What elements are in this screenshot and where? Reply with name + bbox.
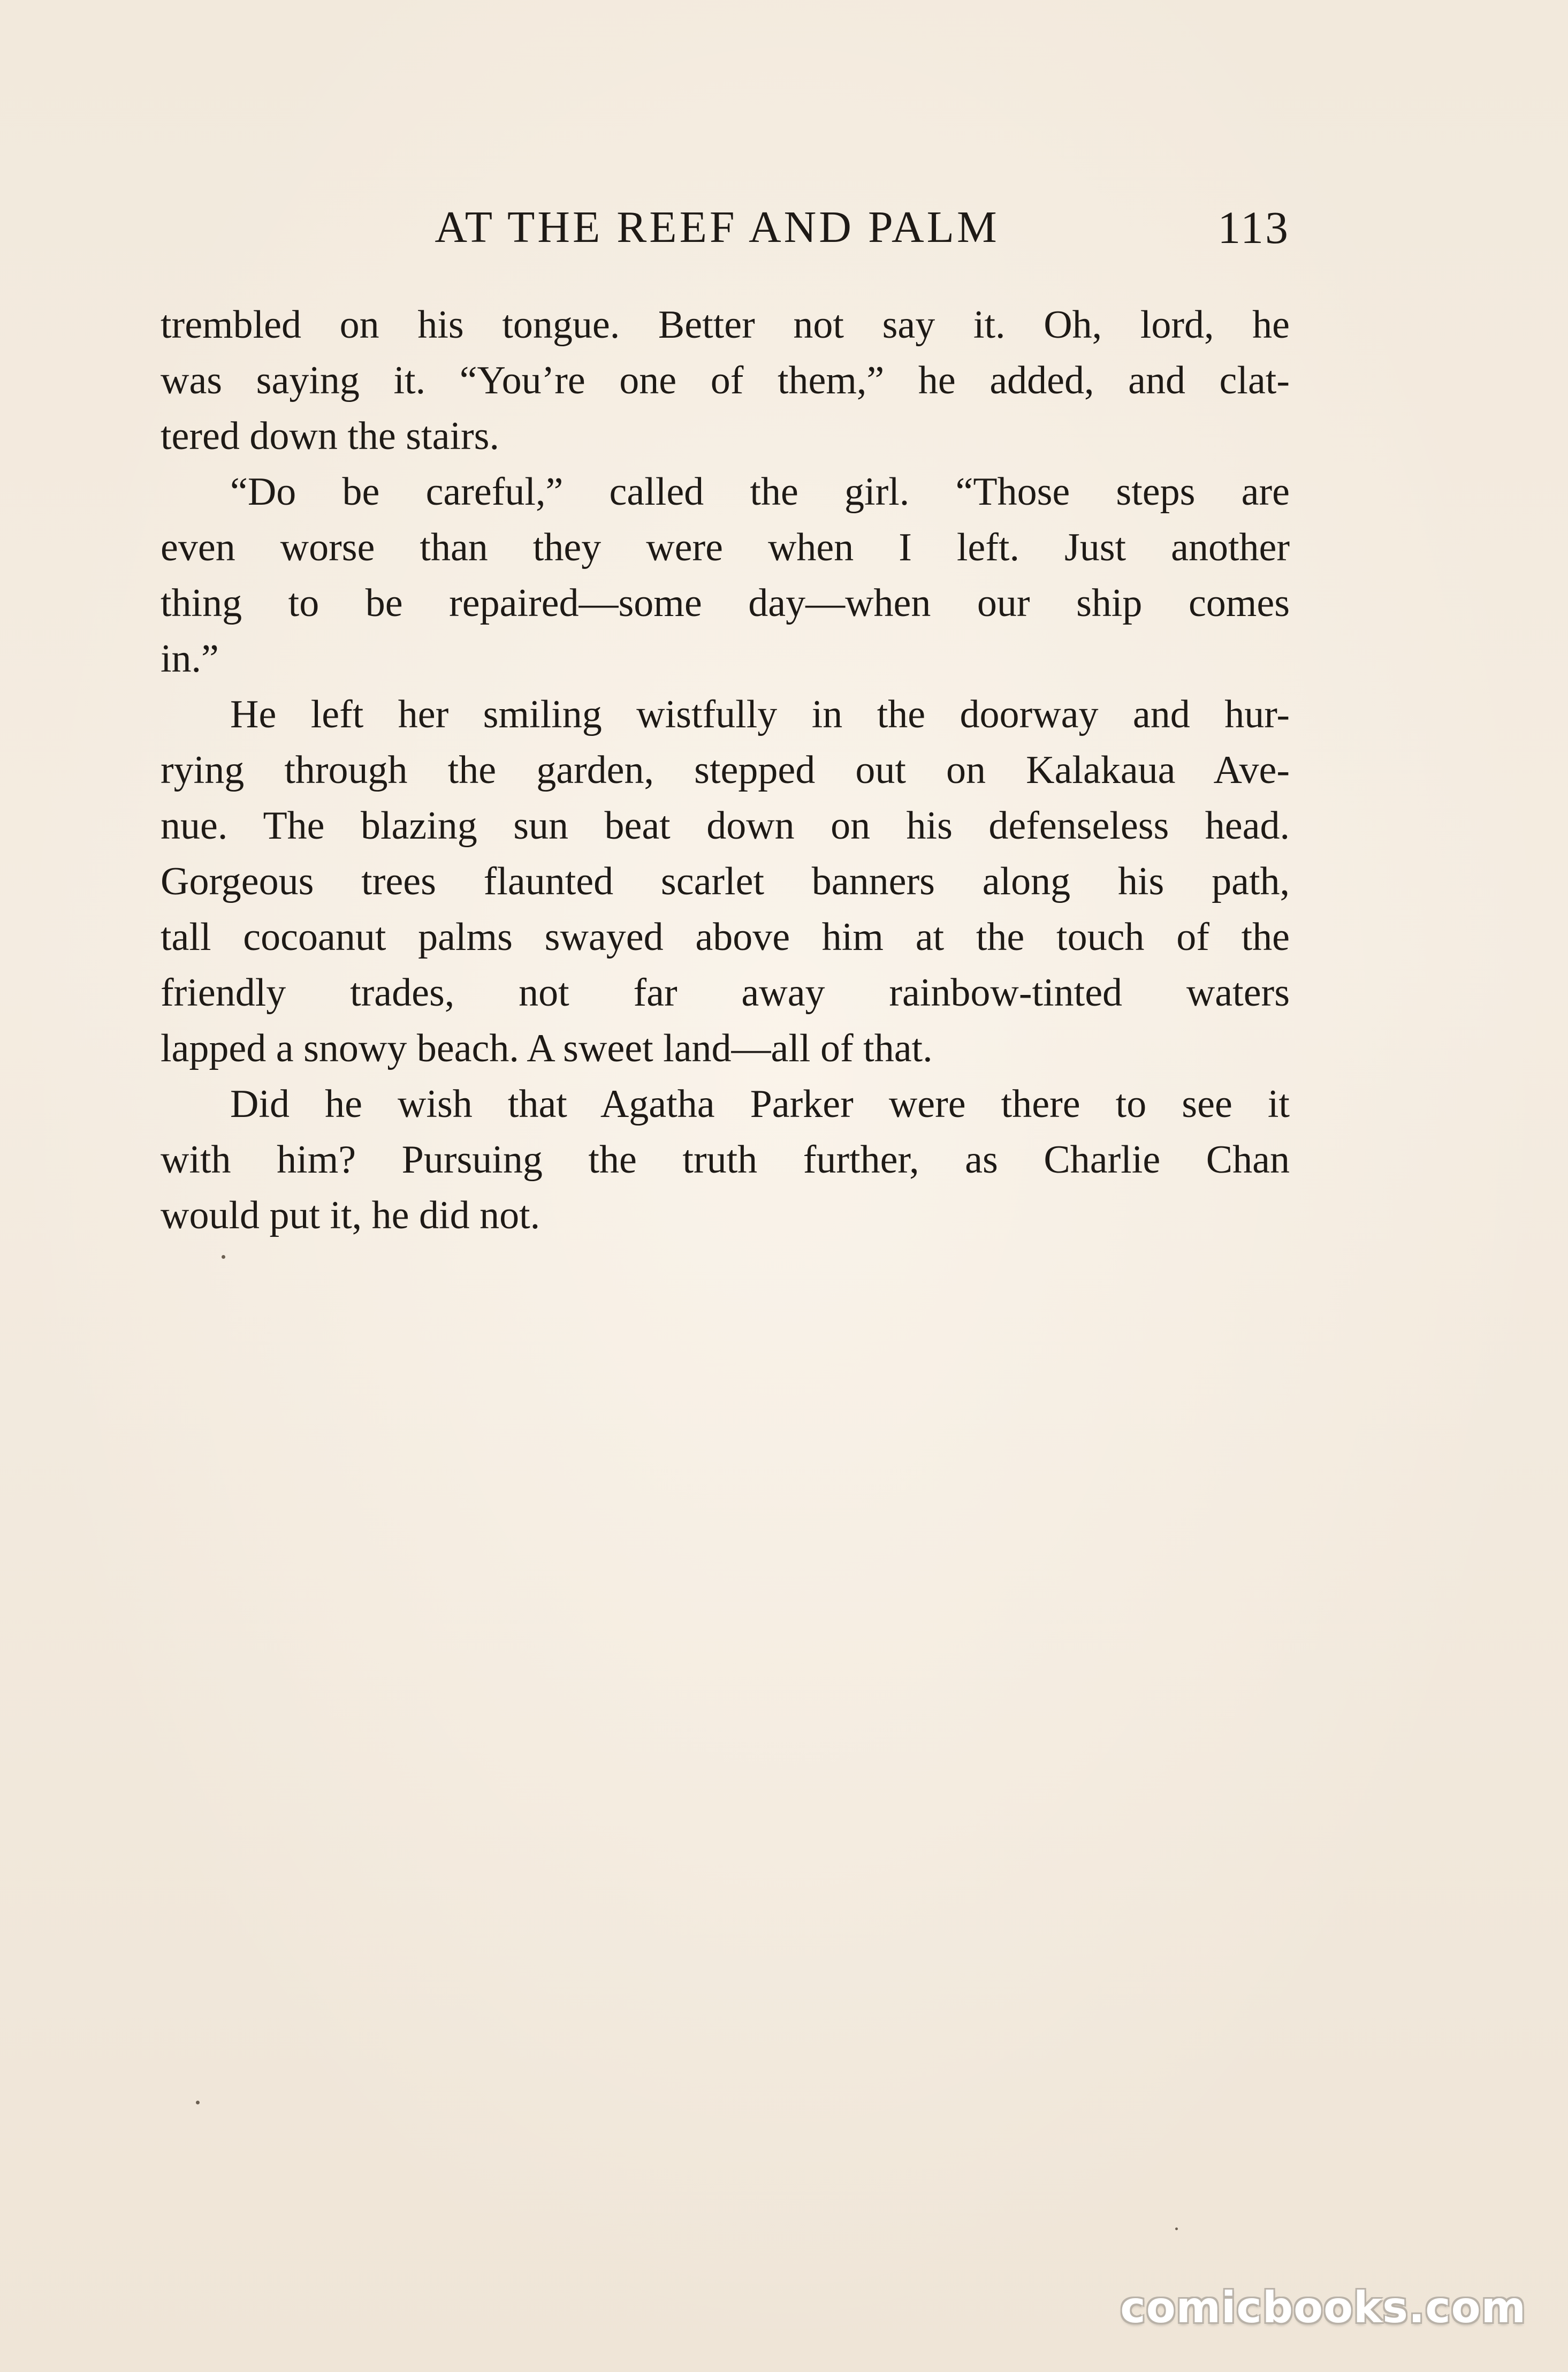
- paper-speck: [222, 1255, 225, 1259]
- text-line: tered down the stairs.: [161, 414, 499, 458]
- text-line: “Do be careful,” called the girl. “Those steps are: [230, 470, 1290, 514]
- text-line: nue. The blazing sun beat down on his defenseless head.: [161, 804, 1290, 848]
- text-line: friendly trades, not far away rainbow-tinted waters: [161, 971, 1290, 1015]
- text-line: tall cocoanut palms swayed above him at the touch of the: [161, 915, 1290, 959]
- text-line: trembled on his tongue. Better not say it. Oh, lord, he: [161, 303, 1290, 347]
- text-line: in.”: [161, 637, 219, 681]
- text-line: Gorgeous trees flaunted scarlet banners along his path,: [161, 860, 1290, 903]
- page-header: [161, 198, 1290, 257]
- text-line: would put it, he did not.: [161, 1193, 541, 1237]
- page-number: 113: [1217, 202, 1290, 253]
- watermark-logo: comicbooks.com: [1120, 2283, 1526, 2332]
- body-text: [161, 297, 1290, 1243]
- text-line: lapped a snowy beach. A sweet land—all of that.: [161, 1027, 933, 1070]
- text-line: was saying it. “You’re one of them,” he added, and clat-: [161, 359, 1290, 402]
- text-line: thing to be repaired—some day—when our ship comes: [161, 581, 1290, 625]
- paper-speck: [196, 2101, 200, 2104]
- text-line: with him? Pursuing the truth further, as Charlie Chan: [161, 1138, 1290, 1182]
- text-line: rying through the garden, stepped out on Kalakaua Ave-: [161, 748, 1290, 792]
- text-line: He left her smiling wistfully in the doorway and hur-: [230, 693, 1290, 736]
- text-line: even worse than they were when I left. Just another: [161, 526, 1290, 569]
- paper-speck: [1175, 2227, 1178, 2230]
- text-line: Did he wish that Agatha Parker were there to see it: [230, 1082, 1290, 1126]
- running-head: AT THE REEF AND PALM: [435, 202, 1000, 252]
